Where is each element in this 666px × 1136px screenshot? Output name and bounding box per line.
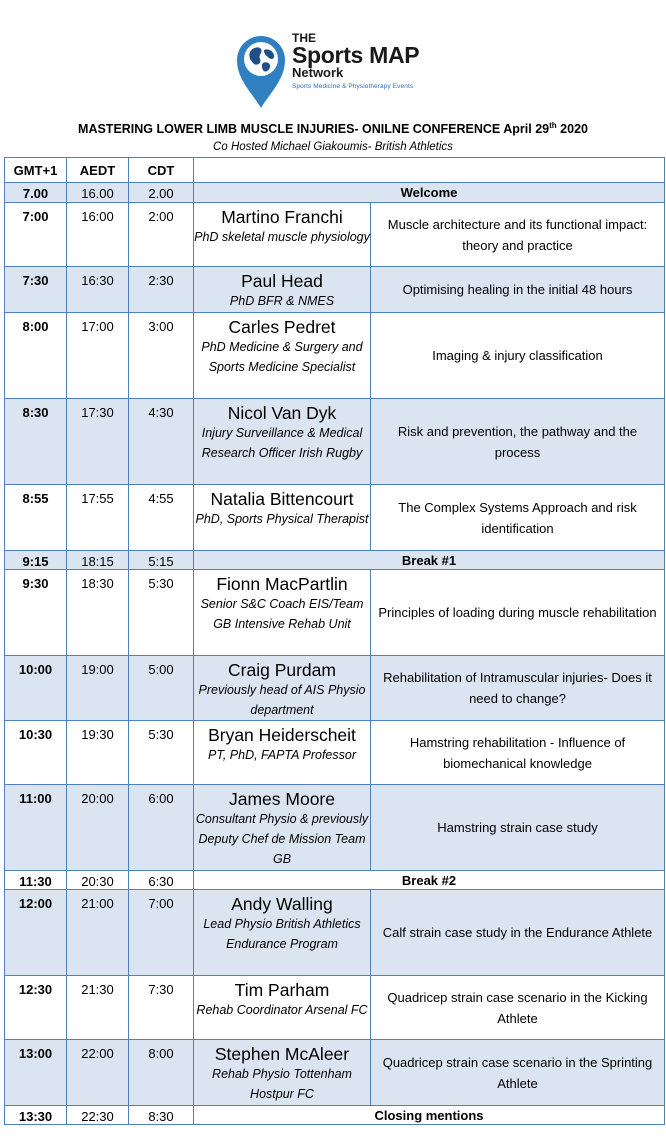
session-topic: The Complex Systems Approach and risk identification	[371, 485, 665, 551]
speaker-cell	[194, 656, 371, 721]
event-label: Welcome	[194, 183, 665, 203]
session-row	[5, 976, 665, 1040]
session-row	[5, 890, 665, 976]
session-topic: Hamstring rehabilitation - Influence of biomechanical knowledge	[371, 721, 665, 785]
speaker-role: Rehab Physio Tottenham Hostpur FC	[212, 1067, 352, 1101]
session-topic: Quadricep strain case scenario in the Sprinting Athlete	[371, 1040, 665, 1106]
speaker-cell	[194, 785, 371, 871]
time-cdt: 5:15	[129, 551, 194, 570]
session-topic: Calf strain case study in the Endurance Athlete	[371, 890, 665, 976]
header-aedt: AEDT	[67, 158, 129, 183]
speaker-role: PT, PhD, FAPTA Professor	[208, 748, 356, 762]
speaker-cell	[194, 1040, 371, 1106]
speaker-role: Senior S&C Coach EIS/Team GB Intensive Rehab Unit	[200, 597, 364, 631]
title-superscript: th	[549, 121, 557, 130]
time-aedt: 20:00	[67, 785, 129, 871]
speaker-role: Injury Surveillance & Medical Research Officer Irish Rugby	[201, 426, 363, 460]
speaker-role: PhD BFR & NMES	[229, 294, 335, 308]
time-cdt: 7:30	[129, 976, 194, 1040]
session-row	[5, 721, 665, 785]
session-topic: Quadricep strain case scenario in the Kicking Athlete	[371, 976, 665, 1040]
logo	[0, 0, 666, 118]
title-main: MASTERING LOWER LIMB MUSCLE INJURIES- ONILNE CONFERENCE April 29	[78, 122, 550, 137]
time-aedt: 16:30	[67, 267, 129, 313]
session-topic: Optimising healing in the initial 48 hours	[371, 267, 665, 313]
event-label: Closing mentions	[194, 1106, 665, 1125]
speaker-name: Natalia Bittencourt	[210, 489, 354, 509]
header-row	[5, 158, 665, 183]
time-gmt: 9:30	[5, 570, 67, 656]
speaker-cell	[194, 399, 371, 485]
time-cdt: 5:00	[129, 656, 194, 721]
session-topic: Risk and prevention, the pathway and the process	[371, 399, 665, 485]
header-program	[194, 158, 665, 183]
time-gmt: 7:00	[5, 203, 67, 267]
logo-network: Network	[292, 65, 344, 80]
speaker-cell	[194, 203, 371, 267]
speaker-name: Nicol Van Dyk	[227, 403, 337, 423]
time-aedt: 18:30	[67, 570, 129, 656]
time-gmt: 9:15	[5, 551, 67, 570]
event-label: Break #2	[194, 871, 665, 890]
speaker-name: Carles Pedret	[228, 317, 336, 337]
event-row	[5, 183, 665, 203]
time-gmt: 10:30	[5, 721, 67, 785]
time-aedt: 22:30	[67, 1106, 129, 1125]
time-gmt: 8:30	[5, 399, 67, 485]
time-cdt: 2:30	[129, 267, 194, 313]
session-row	[5, 656, 665, 721]
header-gmt: GMT+1	[5, 158, 67, 183]
time-cdt: 6:00	[129, 785, 194, 871]
session-row	[5, 785, 665, 871]
speaker-name: Martino Franchi	[221, 207, 343, 227]
speaker-cell	[194, 313, 371, 399]
conference-title	[0, 121, 666, 136]
time-gmt: 7.00	[5, 183, 67, 203]
time-cdt: 7:00	[129, 890, 194, 976]
speaker-name: Fionn MacPartlin	[216, 574, 348, 594]
speaker-role: PhD skeletal muscle physiology	[194, 230, 370, 244]
speaker-name: Paul Head	[241, 271, 323, 291]
time-aedt: 17:00	[67, 313, 129, 399]
speaker-role: Consultant Physio & previously Deputy Chef de Mission Team GB	[195, 812, 369, 866]
session-row	[5, 570, 665, 656]
session-topic: Hamstring strain case study	[371, 785, 665, 871]
session-topic: Principles of loading during muscle rehabilitation	[371, 570, 665, 656]
speaker-name: Stephen McAleer	[214, 1044, 350, 1064]
time-cdt: 2.00	[129, 183, 194, 203]
speaker-name: Craig Purdam	[228, 660, 336, 680]
time-gmt: 7:30	[5, 267, 67, 313]
time-gmt: 11:30	[5, 871, 67, 890]
session-row	[5, 203, 665, 267]
time-gmt: 13:00	[5, 1040, 67, 1106]
speaker-role: Lead Physio British Athletics Endurance Program	[203, 917, 361, 951]
speaker-name: Andy Walling	[231, 894, 333, 914]
time-aedt: 19:00	[67, 656, 129, 721]
logo-wordmark	[292, 32, 419, 90]
session-row	[5, 1040, 665, 1106]
time-aedt: 17:55	[67, 485, 129, 551]
event-row	[5, 551, 665, 570]
time-cdt: 4:55	[129, 485, 194, 551]
speaker-cell	[194, 721, 371, 785]
speaker-name: Bryan Heiderscheit	[208, 725, 356, 745]
event-row	[5, 1106, 665, 1125]
event-label: Break #1	[194, 551, 665, 570]
time-aedt: 21:30	[67, 976, 129, 1040]
time-aedt: 16.00	[67, 183, 129, 203]
time-cdt: 5:30	[129, 570, 194, 656]
time-gmt: 12:00	[5, 890, 67, 976]
time-gmt: 12:30	[5, 976, 67, 1040]
time-aedt: 19:30	[67, 721, 129, 785]
speaker-role: PhD, Sports Physical Therapist	[195, 512, 369, 526]
speaker-cell	[194, 485, 371, 551]
session-topic: Imaging & injury classification	[371, 313, 665, 399]
session-row	[5, 267, 665, 313]
speaker-cell	[194, 890, 371, 976]
schedule-table	[4, 157, 665, 1125]
logo-the: THE	[292, 31, 316, 45]
session-row	[5, 399, 665, 485]
speaker-name: Tim Parham	[234, 980, 330, 1000]
speaker-role: PhD Medicine & Surgery and Sports Medicine Specialist	[201, 340, 363, 374]
time-gmt: 8:00	[5, 313, 67, 399]
time-gmt: 10:00	[5, 656, 67, 721]
title-year: 2020	[556, 122, 588, 137]
time-cdt: 4:30	[129, 399, 194, 485]
time-gmt: 8:55	[5, 485, 67, 551]
speaker-cell	[194, 976, 371, 1040]
time-cdt: 2:00	[129, 203, 194, 267]
logo-tagline: Sports Medicine & Physiotherapy Events	[292, 83, 414, 90]
session-topic: Rehabilitation of Intramuscular injuries- Does it need to change?	[371, 656, 665, 721]
time-cdt: 5:30	[129, 721, 194, 785]
time-cdt: 3:00	[129, 313, 194, 399]
time-aedt: 21:00	[67, 890, 129, 976]
session-topic: Muscle architecture and its functional impact: theory and practice	[371, 203, 665, 267]
time-cdt: 6:30	[129, 871, 194, 890]
globe-pin-icon	[233, 30, 289, 110]
event-row	[5, 871, 665, 890]
schedule-body	[5, 183, 665, 1125]
speaker-name: James Moore	[228, 789, 335, 809]
speaker-cell	[194, 267, 371, 313]
time-aedt: 22:00	[67, 1040, 129, 1106]
speaker-cell	[194, 570, 371, 656]
time-gmt: 13:30	[5, 1106, 67, 1125]
speaker-role: Rehab Coordinator Arsenal FC	[196, 1003, 368, 1017]
session-row	[5, 313, 665, 399]
time-aedt: 18:15	[67, 551, 129, 570]
conference-subtitle: Co Hosted Michael Giakoumis- British Athletics	[213, 141, 453, 153]
time-aedt: 20:30	[67, 871, 129, 890]
header-cdt: CDT	[129, 158, 194, 183]
speaker-role: Previously head of AIS Physio department	[198, 683, 366, 717]
time-cdt: 8:00	[129, 1040, 194, 1106]
time-aedt: 17:30	[67, 399, 129, 485]
session-row	[5, 485, 665, 551]
logo-sports-map: Sports MAP	[292, 42, 420, 68]
time-gmt: 11:00	[5, 785, 67, 871]
time-cdt: 8:30	[129, 1106, 194, 1125]
time-aedt: 16:00	[67, 203, 129, 267]
